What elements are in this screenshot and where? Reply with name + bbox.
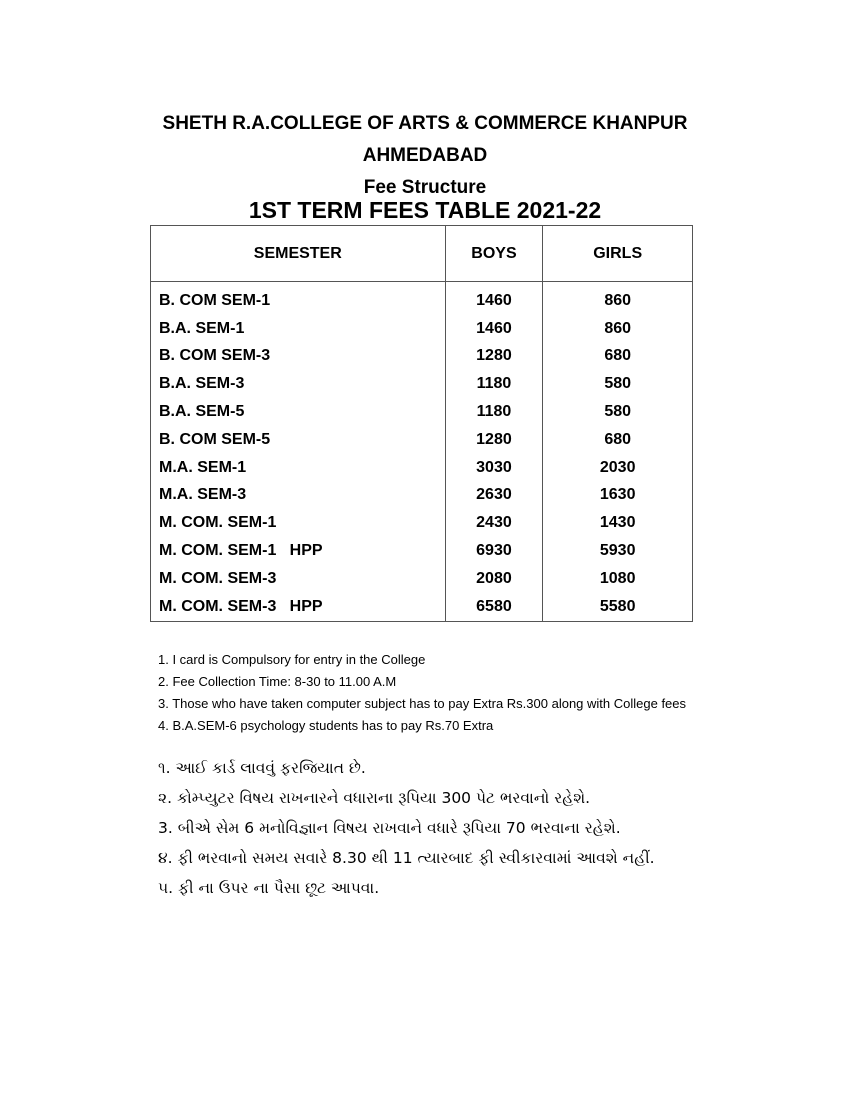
table-row xyxy=(151,593,693,621)
semester-cell: B. COM SEM-3 xyxy=(159,347,271,365)
girls-fee-cell: 860 xyxy=(543,282,693,315)
girls-fee-cell: 1080 xyxy=(543,565,693,593)
boys-fee-cell: 1180 xyxy=(445,398,543,426)
note-item: 1. I card is Compulsory for entry in the College xyxy=(158,652,426,667)
boys-fee-cell: 2080 xyxy=(445,565,543,593)
boys-fee-cell: 1460 xyxy=(445,282,543,315)
boys-fee-cell: 6580 xyxy=(445,593,543,621)
table-title: 1ST TERM FEES TABLE 2021-22 xyxy=(248,197,602,223)
college-city: AHMEDABAD xyxy=(362,145,488,166)
table-row xyxy=(151,454,693,482)
table-row xyxy=(151,565,693,593)
table-row xyxy=(151,398,693,426)
table-header-row xyxy=(151,226,693,282)
girls-fee-cell: 1430 xyxy=(543,509,693,537)
girls-fee-cell: 5930 xyxy=(543,537,693,565)
semester-cell: M. COM. SEM-3 xyxy=(159,569,277,587)
boys-fee-cell: 1460 xyxy=(445,315,543,343)
girls-fee-cell: 1630 xyxy=(543,482,693,510)
semester-cell: M. COM. SEM-3 HPP xyxy=(159,597,323,615)
girls-fee-cell: 5580 xyxy=(543,593,693,621)
fees-table xyxy=(150,225,693,622)
girls-fee-cell: 2030 xyxy=(543,454,693,482)
note-item: 2. Fee Collection Time: 8-30 to 11.00 A.M xyxy=(158,674,397,689)
table-row xyxy=(151,282,693,315)
document-header xyxy=(0,108,850,204)
column-header-boys: BOYS xyxy=(445,226,543,282)
table-row xyxy=(151,315,693,343)
gujarati-note-item: ૪. ફી ભરવાનો સમય સવારે 8.30 થી 11 ત્યારબાદ ફી સ્વીકારવામાં આવશે નહીં. xyxy=(158,849,655,867)
table-row xyxy=(151,343,693,371)
boys-fee-cell: 1280 xyxy=(445,426,543,454)
semester-cell: B.A. SEM-1 xyxy=(159,319,245,337)
table-body xyxy=(151,282,693,622)
gujarati-note-item: 3. બીએ સેમ 6 મનોવિજ્ઞાન વિષય રાખવાને વધારે રૂપિયા 70 ભરવાના રહેશે. xyxy=(158,819,621,837)
semester-cell: B. COM SEM-5 xyxy=(159,430,271,448)
english-notes xyxy=(158,649,686,737)
boys-fee-cell: 3030 xyxy=(445,454,543,482)
semester-cell: B. COM SEM-1 xyxy=(159,291,271,309)
semester-cell: M.A. SEM-3 xyxy=(159,486,247,504)
semester-cell: B.A. SEM-5 xyxy=(159,403,245,421)
girls-fee-cell: 680 xyxy=(543,426,693,454)
girls-fee-cell: 680 xyxy=(543,343,693,371)
girls-fee-cell: 580 xyxy=(543,370,693,398)
semester-cell: M.A. SEM-1 xyxy=(159,458,247,476)
document-subtitle: Fee Structure xyxy=(363,177,487,198)
table-row xyxy=(151,426,693,454)
girls-fee-cell: 860 xyxy=(543,315,693,343)
boys-fee-cell: 1180 xyxy=(445,370,543,398)
gujarati-note-item: ૫. ફી ના ઉપર ના પૈસા છૂટ આપવા. xyxy=(158,879,380,897)
boys-fee-cell: 2630 xyxy=(445,482,543,510)
college-name: SHETH R.A.COLLEGE OF ARTS & COMMERCE KHANPUR xyxy=(162,113,688,134)
gujarati-note-item: ૧. આઈ કાર્ડ લાવવું ફરજિયાત છે. xyxy=(158,759,366,777)
table-row xyxy=(151,509,693,537)
semester-cell: M. COM. SEM-1 HPP xyxy=(159,542,323,560)
boys-fee-cell: 2430 xyxy=(445,509,543,537)
gujarati-notes xyxy=(158,753,655,903)
table-row xyxy=(151,370,693,398)
table-row xyxy=(151,537,693,565)
table-row xyxy=(151,482,693,510)
boys-fee-cell: 6930 xyxy=(445,537,543,565)
gujarati-note-item: ૨. કોમ્પ્યુટર વિષય રાખનારને વધારાના રૂપિયા 300 પેટ ભરવાનો રહેશે. xyxy=(158,789,591,807)
column-header-semester: SEMESTER xyxy=(151,226,446,282)
semester-cell: M. COM. SEM-1 xyxy=(159,514,277,532)
girls-fee-cell: 580 xyxy=(543,398,693,426)
column-header-girls: GIRLS xyxy=(543,226,693,282)
note-item: 3. Those who have taken computer subject has to pay Extra Rs.300 along with College fees xyxy=(158,696,687,711)
semester-cell: B.A. SEM-3 xyxy=(159,375,245,393)
boys-fee-cell: 1280 xyxy=(445,343,543,371)
note-item: 4. B.A.SEM-6 psychology students has to pay Rs.70 Extra xyxy=(158,718,494,733)
